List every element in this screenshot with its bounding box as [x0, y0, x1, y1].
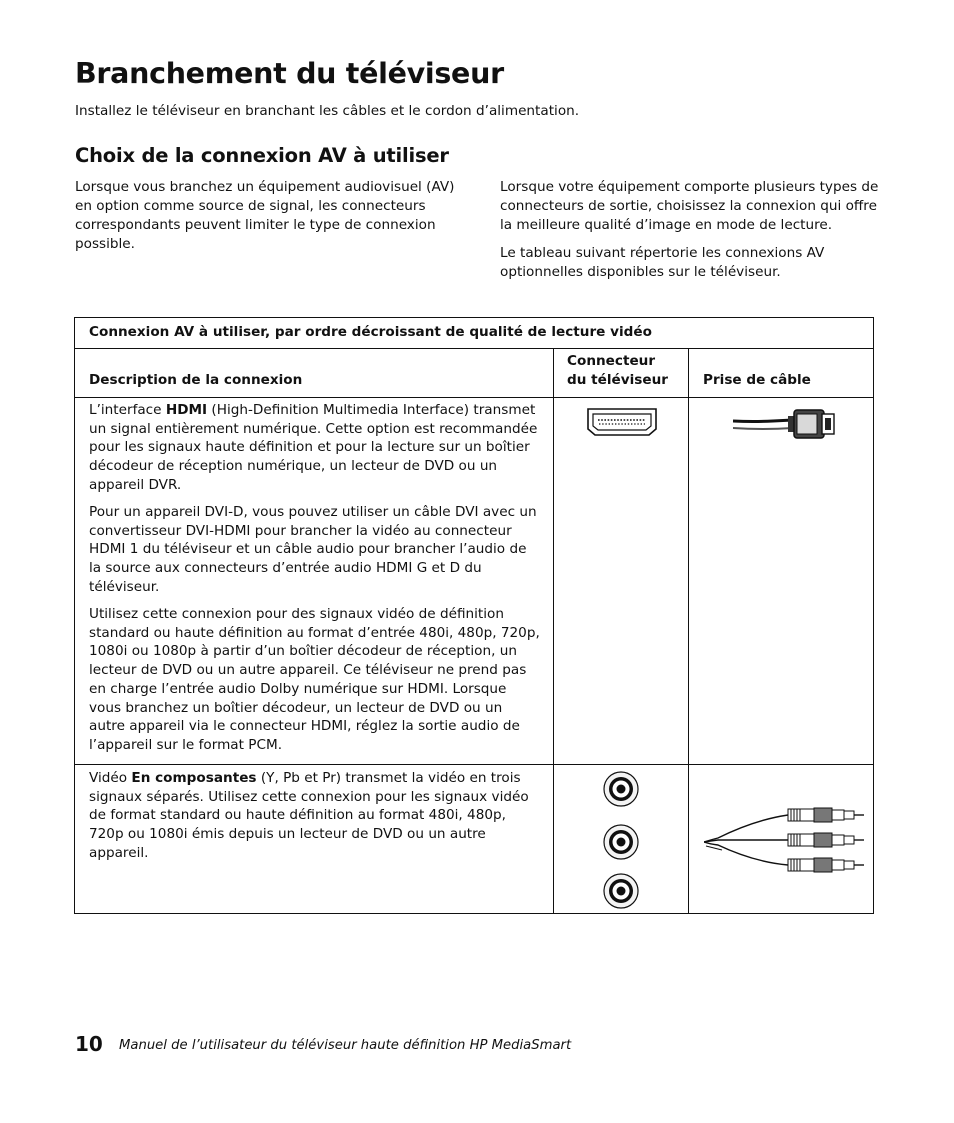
section-col1-text: Lorsque vous branchez un équipement audiovisuel (AV) en option comme source de signal, les connecteurs correspondants peuvent limiter le type de connexion possible. — [75, 179, 455, 252]
hdmi-plug-icon — [733, 406, 838, 442]
hdmi-paragraph-2: Pour un appareil DVI-D, vous pouvez utiliser un câble DVI avec un convertisseur DVI-HDMI pour brancher la vidéo au connecteur HDMI 1 du téléviseur et un câble audio pour brancher l’audio de la source aux connecteurs d’entrée audio HDMI G et D du téléviseur. — [89, 504, 537, 595]
intro-text: Installez le téléviseur en branchant les câbles et le cordon d’alimentation. — [75, 103, 580, 119]
section-heading: Choix de la connexion AV à utiliser — [75, 144, 449, 167]
footer-text: Manuel de l’utilisateur du téléviseur haute définition HP MediaSmart — [119, 1038, 572, 1053]
header-description: Description de la connexion — [89, 372, 303, 388]
table-caption: Connexion AV à utiliser, par ordre décroissant de qualité de lecture vidéo — [89, 324, 652, 340]
page-title: Branchement du téléviseur — [75, 57, 504, 90]
section-col2-text — [500, 178, 880, 282]
page-number: 10 — [75, 1032, 103, 1056]
rca-jacks-icon — [601, 770, 641, 910]
hdmi-port-icon — [586, 407, 658, 437]
header-cable-plug: Prise de câble — [703, 372, 811, 388]
header-tv-connector: Connecteur du téléviseur — [567, 353, 668, 388]
component-paragraph-1: Vidéo En composantes (Y, Pb et Pr) transmet la vidéo en trois signaux séparés. Utilisez cette connexion pour les signaux vidéo de format standard ou haute définition au format 480i, 480p, 720p ou 1080i émis depuis un lecteur de DVD ou un autre appareil. — [89, 770, 529, 861]
section-col2-paragraph-2: Le tableau suivant répertorie les connexions AV optionnelles disponibles sur le téléviseur. — [500, 245, 825, 280]
component-cable-icon — [704, 800, 866, 880]
hdmi-paragraph-3: Utilisez cette connexion pour des signaux vidéo de définition standard ou haute définition au format d’entrée 480i, 480p, 720p, 1080i ou 1080p à partir d’un boîtier décodeur de réception, un lecteur de DVD ou un autre appareil. Ce téléviseur ne prend pas en charge l’entrée audio Dolby numérique sur HDMI. Lorsque vous branchez un boîtier décodeur, un lecteur de DVD ou un autre appareil via le connecteur HDMI, réglez la sortie audio de l’appareil sur le format PCM. — [89, 606, 540, 753]
table-row-component-description — [89, 769, 541, 871]
table-row-hdmi-description — [89, 401, 541, 763]
hdmi-paragraph-1: L’interface HDMI (High-Definition Multimedia Interface) transmet un signal entièrement numérique. Cette option est recommandée pour les signaux haute définition et pour la lecture sur un boîtier décodeur de réception numérique, un lecteur de DVD ou un appareil DVR. — [89, 402, 538, 493]
section-col2-paragraph-1: Lorsque votre équipement comporte plusieurs types de connecteurs de sortie, choisissez la connexion qui offre la meilleure qualité d’image en mode de lecture. — [500, 179, 879, 233]
